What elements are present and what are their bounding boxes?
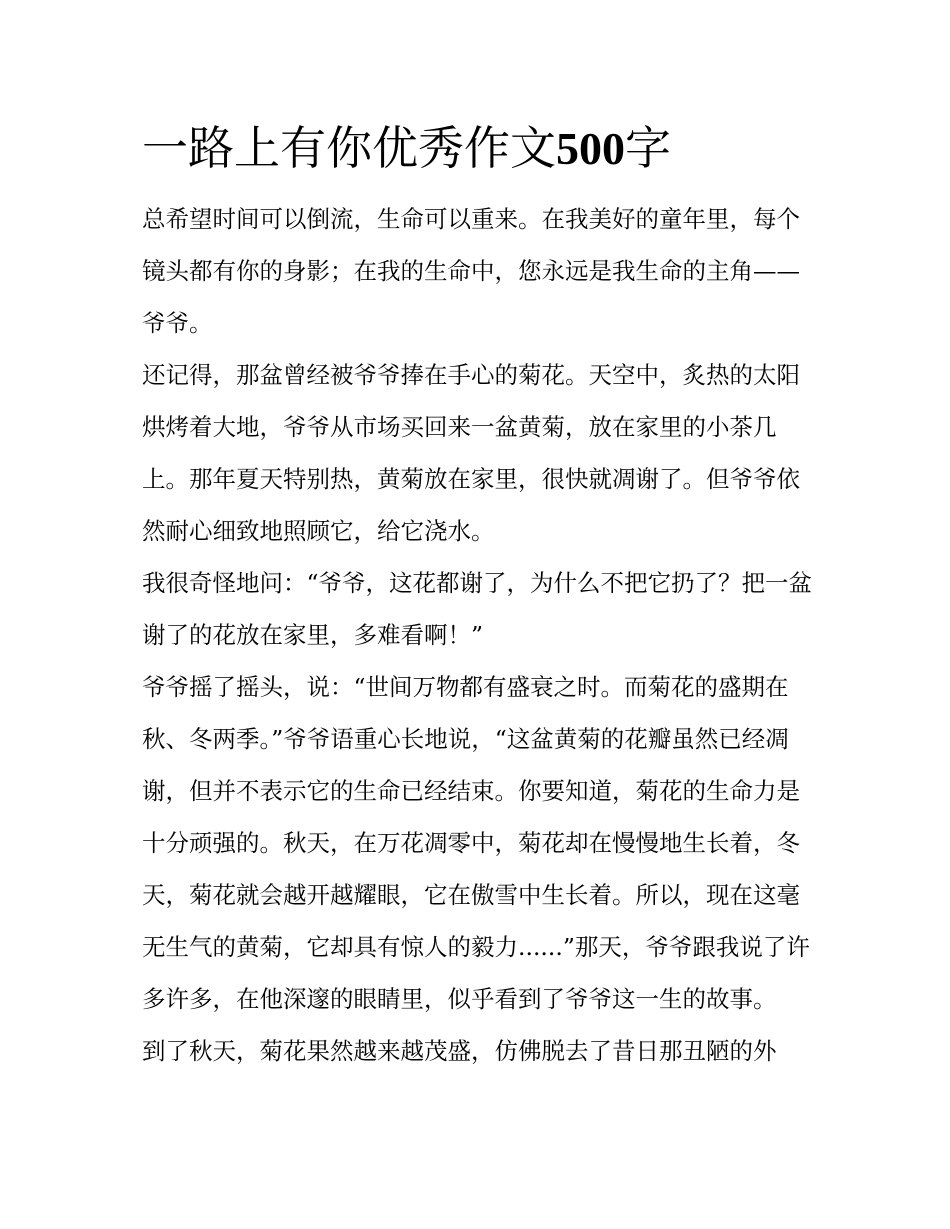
paragraph-1: 总希望时间可以倒流，生命可以重来。在我美好的童年里，每个镜头都有你的身影；在我的生命中，您永远是我生命的主角——爷爷。: [142, 205, 800, 337]
title-number: 500: [556, 123, 625, 174]
paragraph-3: 我很奇怪地问：“爷爷，这花都谢了，为什么不把它扔了？把一盆谢了的花放在家里，多难看啊！”: [142, 569, 813, 649]
paragraph-5: 到了秋天，菊花果然越来越茂盛，仿佛脱去了昔日那丑陋的外: [142, 1037, 777, 1065]
document-body: [142, 118, 814, 1077]
title-suffix: 字: [625, 121, 671, 175]
document-title: [142, 118, 814, 179]
title-prefix: 一路上有你优秀作文: [142, 121, 556, 175]
paragraph-2: 还记得，那盆曾经被爷爷捧在手心的菊花。天空中，炙热的太阳烘烤着大地，爷爷从市场买回来一盆黄菊，放在家里的小茶几上。那年夏天特别热，黄菊放在家里，很快就凋谢了。但爷爷依然耐心细致地照顾它，给它浇水。: [142, 361, 800, 545]
paragraph-4: 爷爷摇了摇头，说：“世间万物都有盛衰之时。而菊花的盛期在秋、冬两季。”爷爷语重心长地说，“这盆黄菊的花瓣虽然已经凋谢，但并不表示它的生命已经结束。你要知道，菊花的生命力是十分顽强的。秋天，在万花凋零中，菊花却在慢慢地生长着，冬天，菊花就会越开越耀眼，它在傲雪中生长着。所以，现在这毫无生气的黄菊，它却具有惊人的毅力......”那天，爷爷跟我说了许多许多，在他深邃的眼睛里，似乎看到了爷爷这一生的故事。: [142, 673, 810, 1013]
